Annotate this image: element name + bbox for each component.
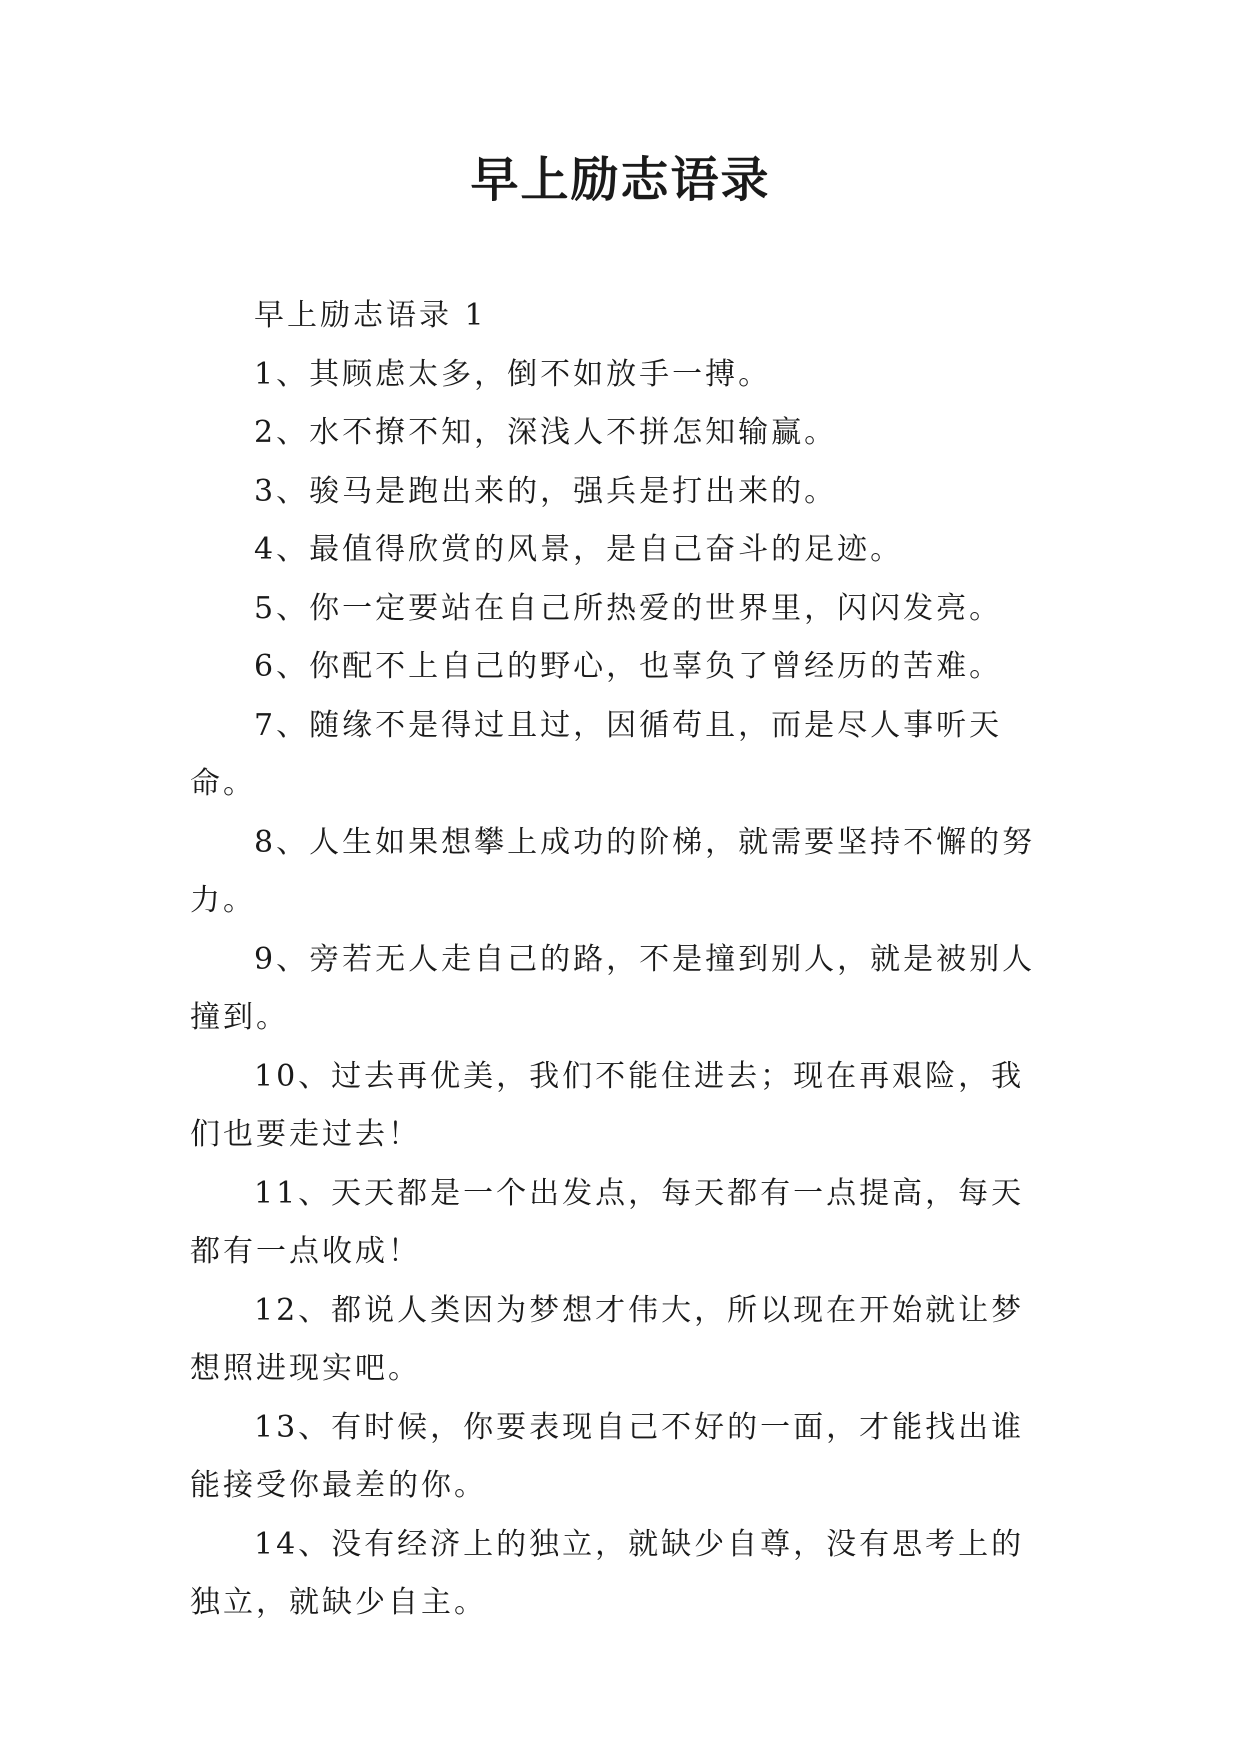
section-heading: 早上励志语录 1: [254, 298, 487, 333]
quote-paragraph-7: 7、随缘不是得过且过，因循苟且，而是尽人事听天命。: [190, 707, 1003, 801]
quote-paragraph-9: 9、旁若无人走自己的路，不是撞到别人，就是被别人撞到。: [190, 941, 1036, 1035]
document-title: 早上励志语录: [470, 152, 771, 208]
quote-paragraph-2: 2、水不撩不知，深浅人不拼怎知输赢。: [254, 415, 838, 450]
document-body: [190, 287, 1050, 1633]
quote-paragraph-12: 12、都说人类因为梦想才伟大，所以现在开始就让梦想照进现实吧。: [190, 1292, 1025, 1386]
quote-paragraph-14: 14、没有经济上的独立，就缺少自尊，没有思考上的独立，就缺少自主。: [190, 1526, 1025, 1620]
quote-paragraph-11: 11、天天都是一个出发点，每天都有一点提高，每天都有一点收成！: [190, 1175, 1025, 1269]
quote-paragraph-3: 3、骏马是跑出来的，强兵是打出来的。: [254, 473, 838, 509]
quote-paragraph-10: 10、过去再优美，我们不能住进去；现在再艰险，我们也要走过去！: [190, 1058, 1025, 1152]
quote-paragraph-1: 1、其顾虑太多，倒不如放手一搏。: [254, 356, 772, 392]
quote-paragraph-5: 5、你一定要站在自己所热爱的世界里，闪闪发亮。: [254, 590, 1003, 626]
quote-paragraph-13: 13、有时候，你要表现自己不好的一面，才能找出谁能接受你最差的你。: [190, 1409, 1025, 1503]
quote-paragraph-4: 4、最值得欣赏的风景，是自己奋斗的足迹。: [254, 532, 904, 567]
quote-paragraph-6: 6、你配不上自己的野心，也辜负了曾经历的苦难。: [254, 649, 1003, 684]
quote-paragraph-8: 8、人生如果想攀上成功的阶梯，就需要坚持不懈的努力。: [190, 824, 1036, 918]
